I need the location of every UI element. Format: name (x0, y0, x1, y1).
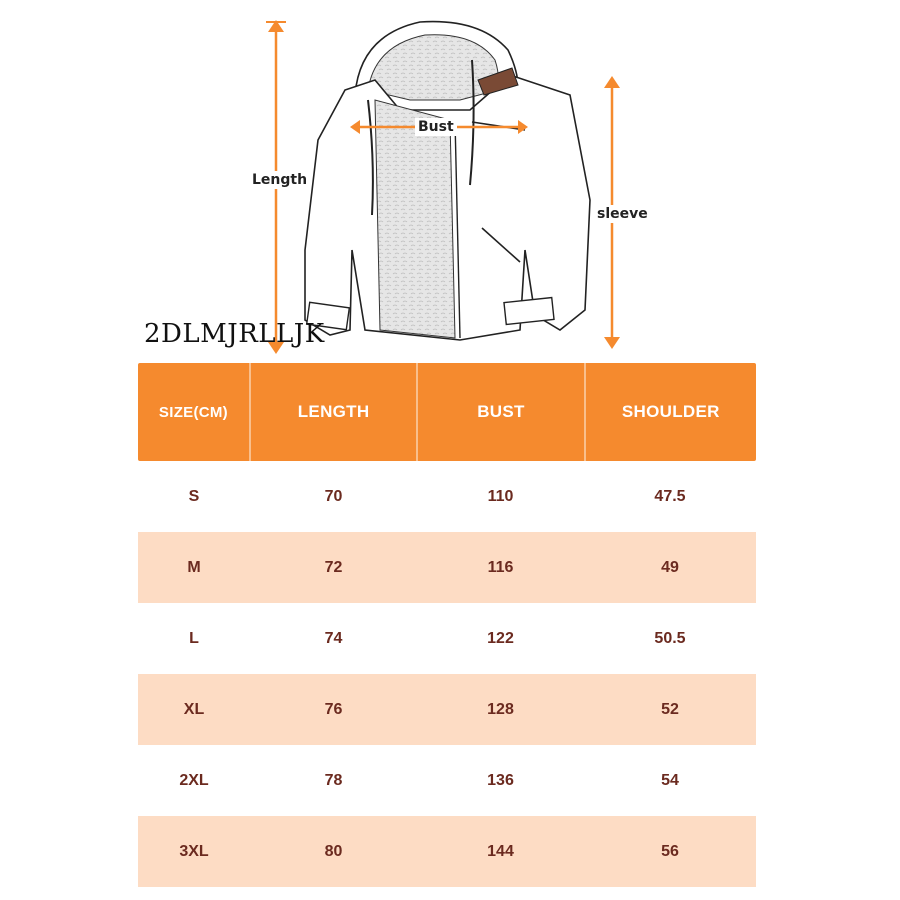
cell-shoulder: 47.5 (654, 487, 686, 505)
cell-size: 2XL (179, 771, 209, 789)
cell-bust: 122 (487, 629, 514, 647)
table-row (138, 532, 756, 603)
jacket-illustration (0, 0, 900, 360)
cell-size: S (188, 487, 200, 505)
cell-bust: 116 (487, 558, 514, 576)
cell-bust: 128 (487, 700, 514, 718)
bust-label: Bust (415, 118, 457, 136)
table-row (138, 745, 756, 816)
cell-length: 72 (324, 558, 343, 576)
table-header (138, 363, 756, 461)
product-code: 2DLMJRLLJK (144, 319, 325, 349)
cell-length: 76 (324, 700, 343, 718)
header-shoulder: SHOULDER (621, 402, 720, 421)
table-row (138, 674, 756, 745)
cell-shoulder: 49 (661, 558, 679, 576)
cell-size: 3XL (179, 842, 209, 860)
cell-bust: 110 (487, 487, 514, 505)
cell-shoulder: 50.5 (654, 629, 686, 647)
cell-length: 80 (324, 842, 343, 860)
cell-shoulder: 52 (661, 700, 679, 718)
sleeve-label: sleeve (594, 205, 651, 223)
table-row (138, 461, 756, 532)
cell-length: 78 (324, 771, 343, 789)
cell-size: L (189, 629, 199, 647)
header-bust: BUST (418, 363, 585, 461)
length-label: Length (249, 171, 310, 189)
table-row (138, 603, 756, 674)
jacket-figure (0, 0, 900, 360)
cell-shoulder: 54 (661, 771, 679, 789)
header-length: LENGTH (251, 363, 418, 461)
cell-bust: 136 (487, 771, 514, 789)
cell-size: M (187, 558, 201, 576)
header-size: SIZE(CM) (138, 363, 251, 461)
cell-bust: 144 (487, 842, 514, 860)
cell-size: XL (183, 700, 205, 718)
cell-length: 70 (324, 487, 343, 505)
table-row (138, 816, 756, 887)
cell-length: 74 (324, 629, 343, 647)
size-chart-table (138, 363, 756, 887)
cell-shoulder: 56 (661, 842, 679, 860)
